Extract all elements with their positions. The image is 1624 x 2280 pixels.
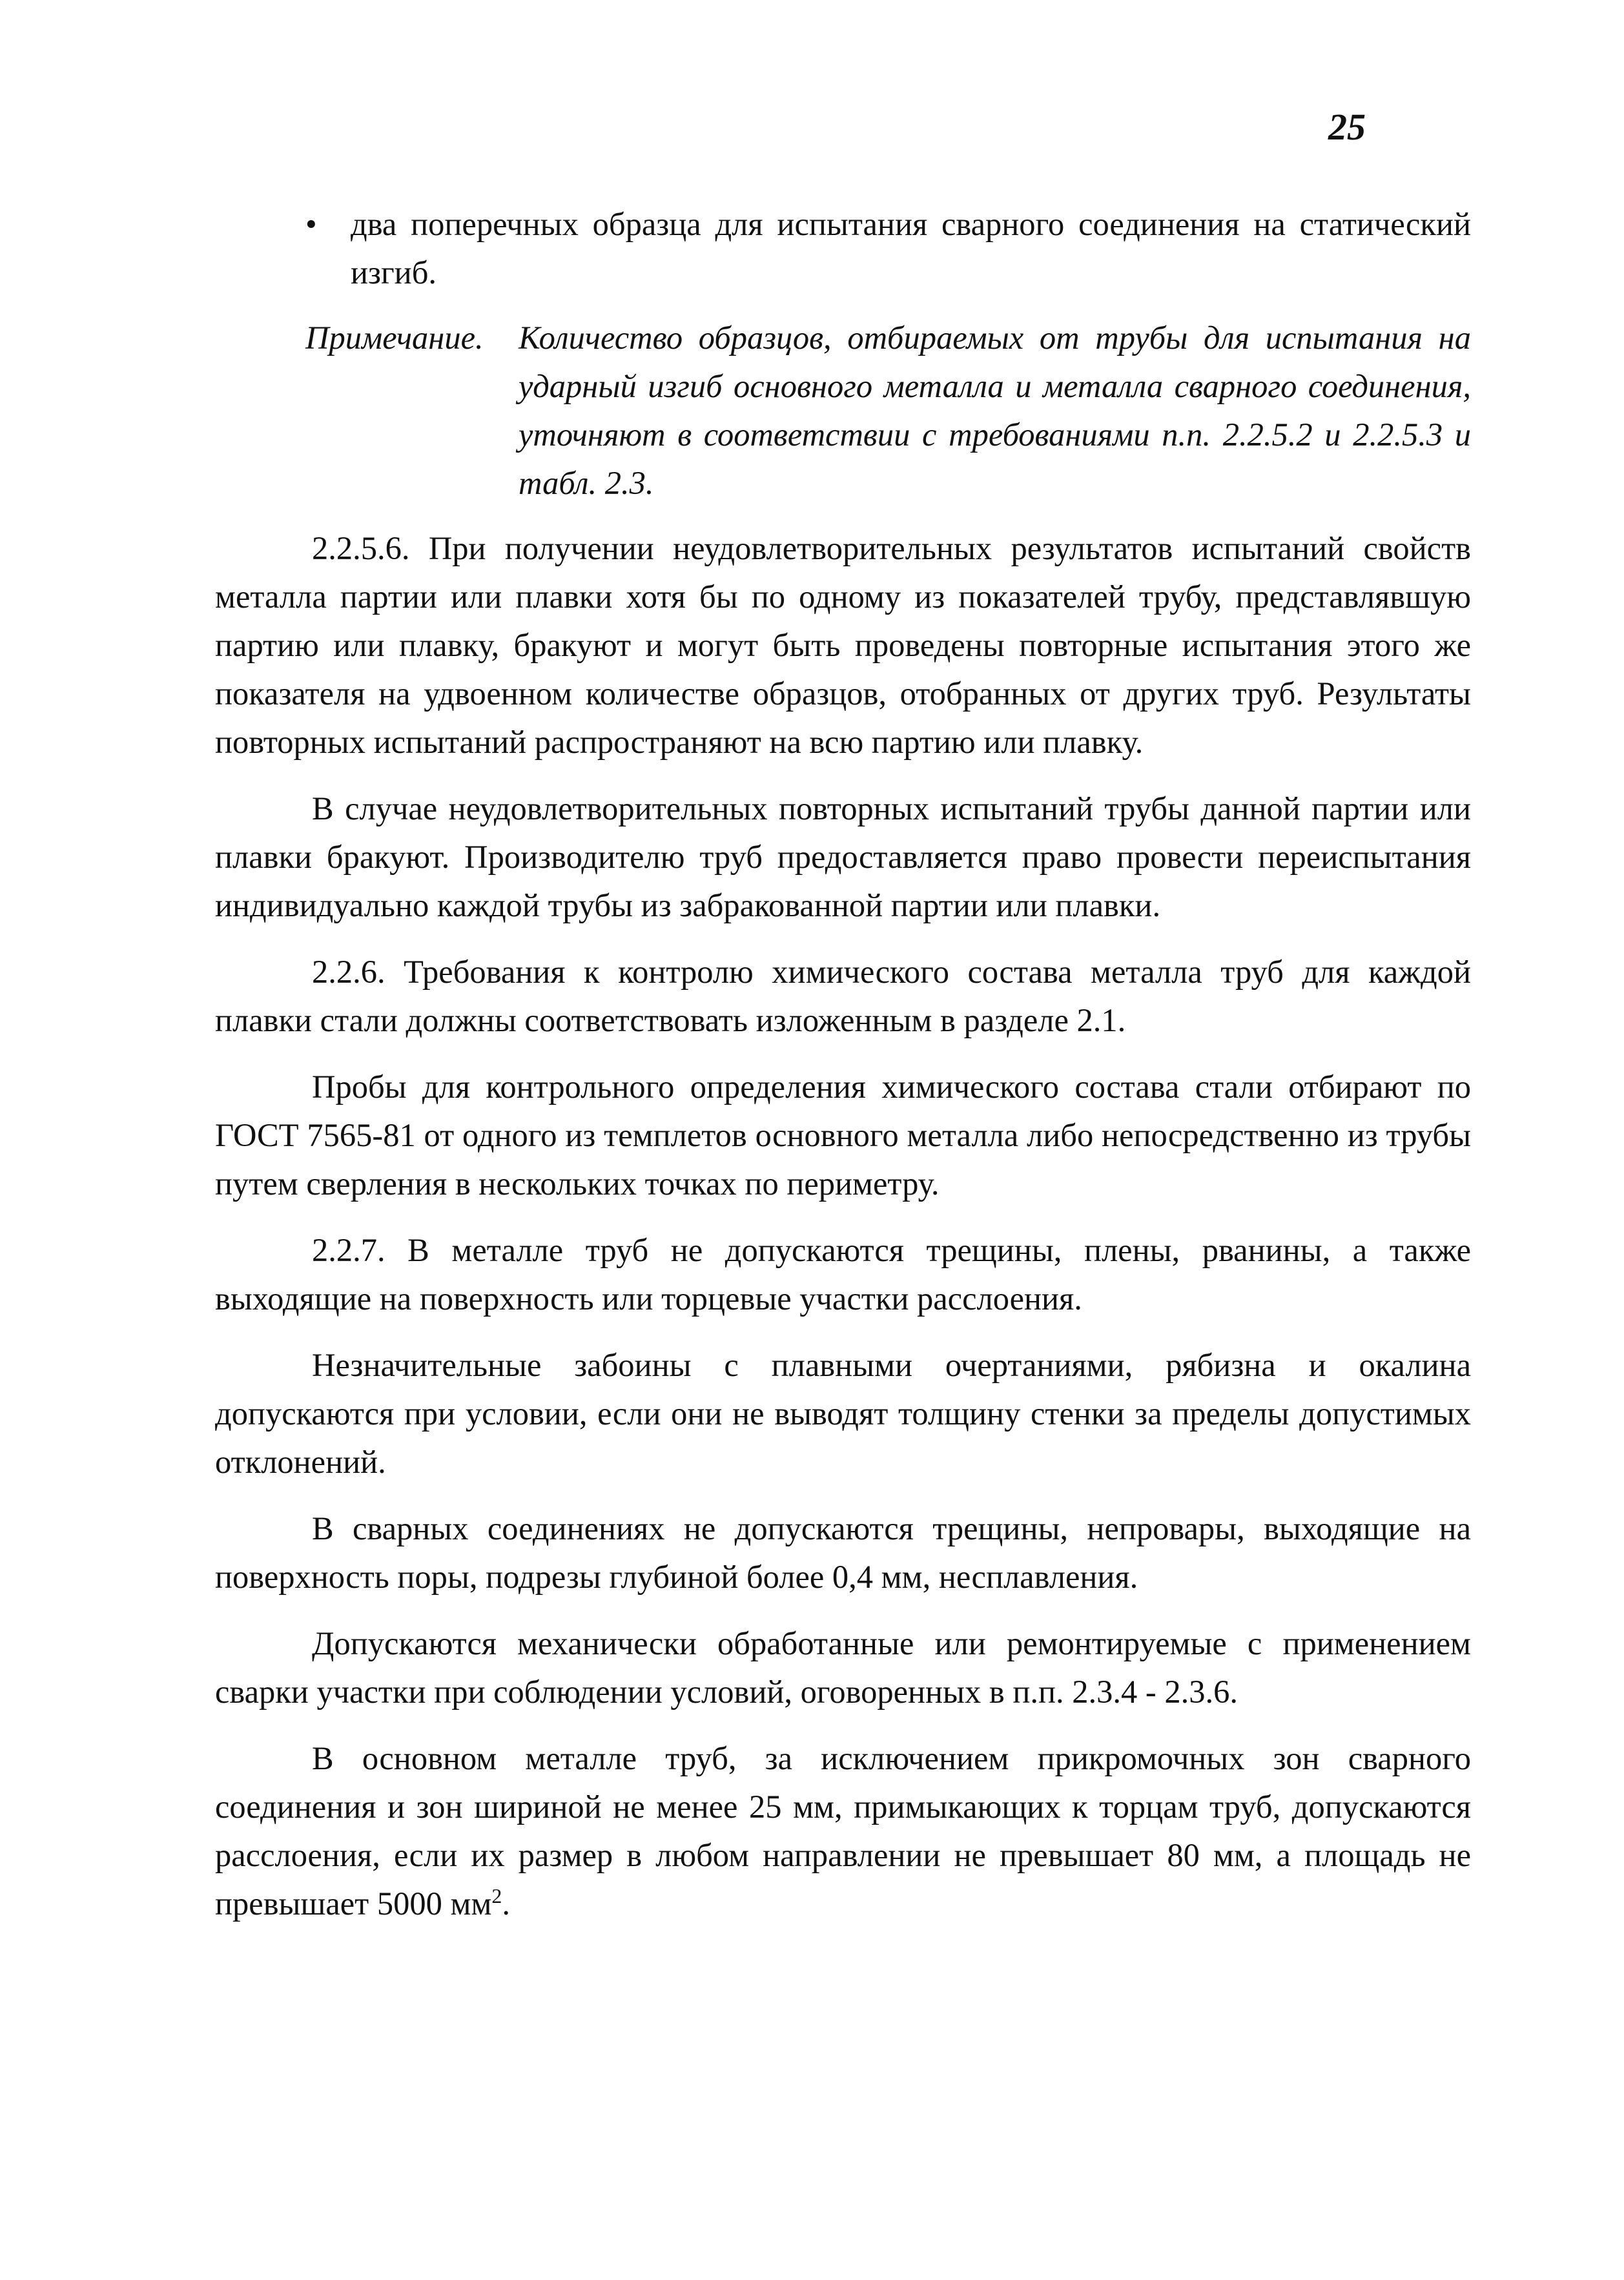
note-label: Примечание. bbox=[305, 320, 484, 356]
paragraph-weld-defects: В сварных соединениях не допускаются трещины, непровары, выходящие на поверхность поры, подрезы глубиной более 0,4 мм, несплавления. bbox=[215, 1510, 1471, 1595]
page-content bbox=[215, 200, 1471, 1946]
bullet-text: два поперечных образца для испытания сварного соединения на статический изгиб. bbox=[351, 206, 1471, 291]
paragraph-2-2-7: 2.2.7. В металле труб не допускаются трещины, плены, рванины, а также выходящие на поверхность или торцевые участки расслоения. bbox=[215, 1232, 1471, 1317]
page-number: 25 bbox=[1328, 106, 1366, 148]
square-superscript: 2 bbox=[491, 1884, 502, 1908]
note bbox=[305, 314, 1471, 508]
note-text: Количество образцов, отбираемых от трубы для испытания на ударный изгиб основного металла и металла сварного соединения, уточняют в соответствии с требованиями п.п. 2.2.5.2 и 2.2.5.3 и табл. 2.3. bbox=[519, 320, 1471, 501]
bullet-item bbox=[305, 200, 1471, 297]
laminations-end: . bbox=[502, 1885, 511, 1922]
paragraph-laminations bbox=[215, 1734, 1471, 1928]
bullet-icon: • bbox=[305, 206, 317, 242]
paragraph-minor-defects: Незначительные забоины с плавными очертаниями, рябизна и окалина допускаются при условии, если они не выводят толщину стенки за пределы допустимых отклонений. bbox=[215, 1347, 1471, 1480]
paragraph-2-2-6: 2.2.6. Требования к контролю химического состава металла труб для каждой плавки стали должны соответствовать изложенным в разделе 2.1. bbox=[215, 954, 1471, 1038]
paragraph-chemical-samples: Пробы для контрольного определения химического состава стали отбирают по ГОСТ 7565-81 от одного из темплетов основного металла либо непосредственно из трубы путем сверления в нескольких точках по периметру. bbox=[215, 1069, 1471, 1202]
paragraph-2-2-5-6: 2.2.5.6. При получении неудовлетворительных результатов испытаний свойств металла партии или плавки хотя бы по одному из показателей трубу, представлявшую партию или плавку, бракуют и могут быть проведены повторные испытания этого же показателя на удвоенном количестве образцов, отобранных от других труб. Результаты повторных испытаний распространяют на всю партию или плавку. bbox=[215, 530, 1471, 760]
paragraph-repaired-areas: Допускаются механически обработанные или ремонтируемые с применением сварки участки при соблюдении условий, оговоренных в п.п. 2.3.4 - 2.3.6. bbox=[215, 1625, 1471, 1710]
paragraph-repeat-test-failure: В случае неудовлетворительных повторных испытаний трубы данной партии или плавки бракуют. Производителю труб предоставляется право провести переиспытания индивидуально каждой трубы из забракованной партии или плавки. bbox=[215, 790, 1471, 923]
laminations-text: В основном металле труб, за исключением прикромочных зон сварного соединения и зон шириной не менее 25 мм, примыкающих к торцам труб, допускаются расслоения, если их размер в любом направлении не превышает 80 мм, а площадь не превышает 5000 мм bbox=[215, 1740, 1471, 1922]
